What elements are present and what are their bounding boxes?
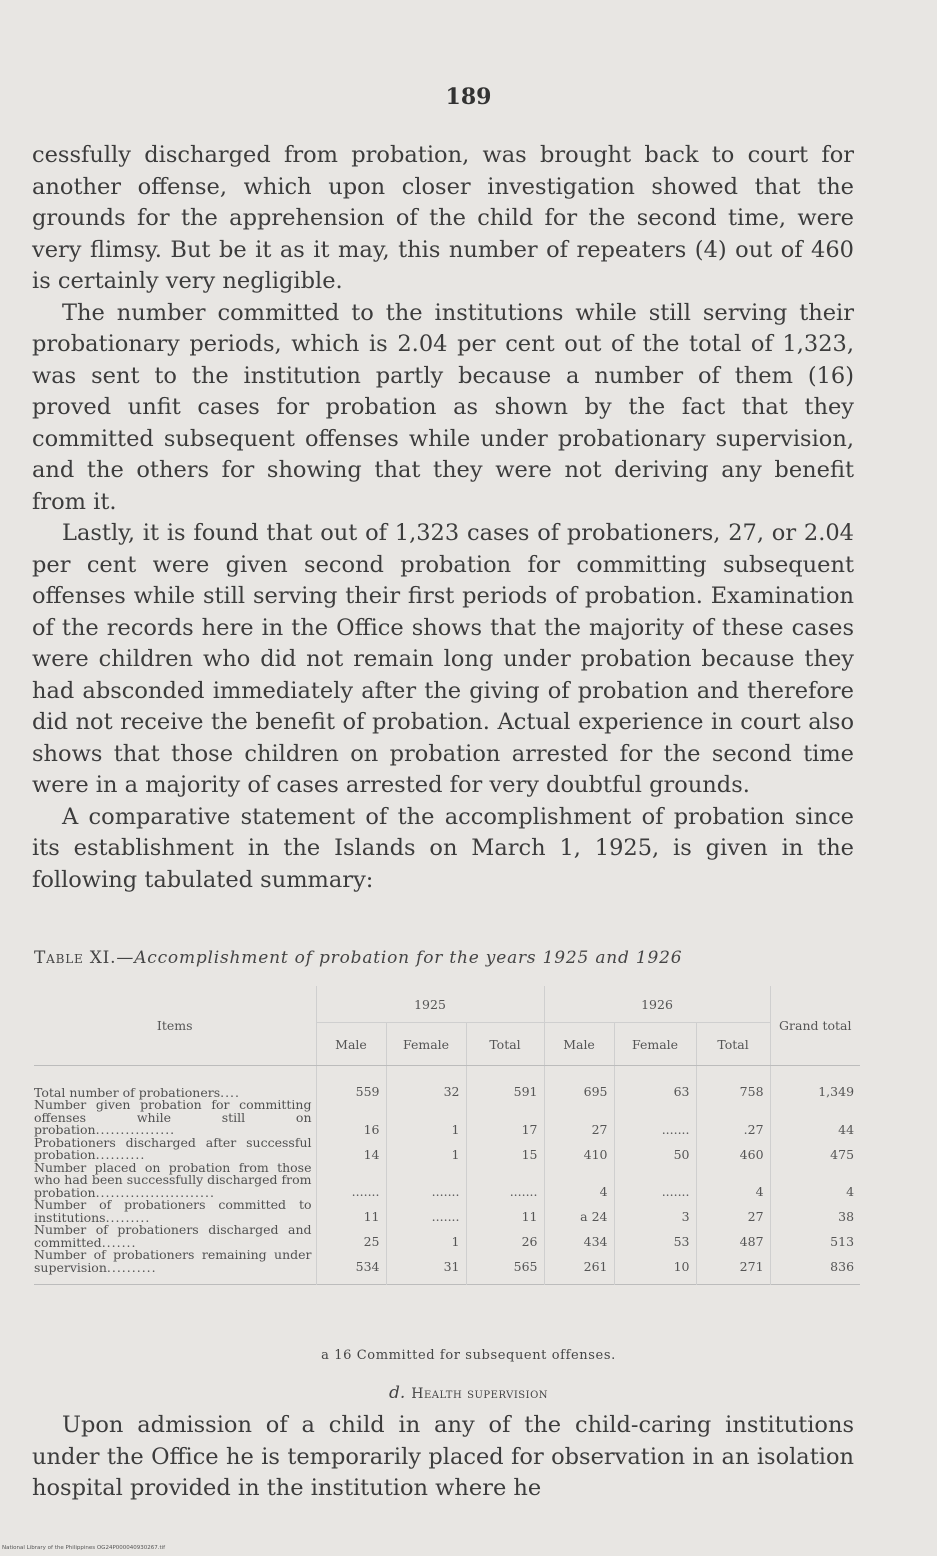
- body-text-bottom: [32, 1410, 854, 1505]
- header-1925-male: Male: [316, 1023, 386, 1066]
- cell-1926-total: 758: [696, 1066, 770, 1100]
- row-label: Total number of probationers....: [34, 1084, 241, 1100]
- header-year-1925: 1925: [316, 986, 544, 1023]
- paragraph-continuation: cessfully discharged from probation, was brought back to court for another offense, which upon closer investigation showed that the grounds for the apprehension of the child for the second time, were very flimsy. But be it as it may, this number of repeaters (4) out of 460 is certainly very negligible.: [32, 142, 854, 294]
- cell-1926-female: .......: [614, 1099, 696, 1137]
- table-header-row-years: [34, 986, 860, 1023]
- cell-1925-total: 26: [466, 1224, 544, 1249]
- header-year-1926: 1926: [544, 986, 770, 1023]
- cell-1925-male: 16: [316, 1099, 386, 1137]
- cell-grand-total: 513: [770, 1224, 860, 1249]
- table-row: [34, 1137, 860, 1162]
- paragraph-comparative-statement: A comparative statement of the accomplishment of probation since its establishment in the Islands on March 1, 1925, is given in the following tabulated summary:: [32, 803, 854, 893]
- cell-grand-total: 836: [770, 1249, 860, 1285]
- cell-grand-total: 475: [770, 1137, 860, 1162]
- cell-grand-total: 1,349: [770, 1066, 860, 1100]
- header-1926-female: Female: [614, 1023, 696, 1066]
- row-label: Probationers discharged after successful probation..........: [34, 1134, 312, 1162]
- cell-1925-total: 11: [466, 1199, 544, 1224]
- cell-1926-male: a 24: [544, 1199, 614, 1224]
- cell-1926-total: 460: [696, 1137, 770, 1162]
- cell-1926-female: 50: [614, 1137, 696, 1162]
- paragraph-second-probation: Lastly, it is found that out of 1,323 cases of probationers, 27, or 2.04 per cent were given second probation for committing subsequent offenses while still serving their first periods of probation. Examination of the records here in the Office shows that the majority of these cases were children who did not remain long under probation because they had absconded immediately after the giving of probation and therefore did not receive the benefit of probation. Actual experience in court also shows that those children on probation arrested for the second time were in a majority of cases arrested for very doubtful grounds.: [32, 520, 854, 798]
- row-label: Number of probationers discharged and committed.......: [34, 1222, 312, 1250]
- table-row: [34, 1162, 860, 1200]
- cell-1926-male: 434: [544, 1224, 614, 1249]
- header-1925-total: Total: [466, 1023, 544, 1066]
- cell-1925-total: 591: [466, 1066, 544, 1100]
- paragraph-committed: The number committed to the institutions while still serving their probationary periods, which is 2.04 per cent out of the total of 1,323, was sent to the institution partly because a number of them (16) proved unfit cases for probation as shown by the fact that they committed subsequent offenses while under probationary supervision, and the others for showing that they were not deriving any benefit from it.: [32, 299, 854, 515]
- table-row: [34, 1199, 860, 1224]
- cell-1925-male: 14: [316, 1137, 386, 1162]
- header-items: Items: [34, 986, 316, 1066]
- cell-grand-total: 44: [770, 1099, 860, 1137]
- table-footnote: a 16 Committed for subsequent offenses.: [321, 1348, 616, 1363]
- body-text-top: [32, 140, 854, 896]
- cell-1926-male: 4: [544, 1162, 614, 1200]
- table-row: [34, 1249, 860, 1285]
- table-row: [34, 1224, 860, 1249]
- cell-1925-female: .......: [386, 1162, 466, 1200]
- page-number: 189: [445, 84, 492, 110]
- cell-1925-total: 565: [466, 1249, 544, 1285]
- probation-table: [34, 986, 860, 1285]
- cell-1925-male: 534: [316, 1249, 386, 1285]
- cell-1926-female: .......: [614, 1162, 696, 1200]
- row-label: Number placed on probation from those who had been successfully discharged from probation........................: [34, 1159, 312, 1200]
- cell-grand-total: 38: [770, 1199, 860, 1224]
- cell-1926-female: 10: [614, 1249, 696, 1285]
- cell-1925-female: 31: [386, 1249, 466, 1285]
- cell-grand-total: 4: [770, 1162, 860, 1200]
- header-1925-female: Female: [386, 1023, 466, 1066]
- cell-1926-total: 4: [696, 1162, 770, 1200]
- cell-1925-female: 32: [386, 1066, 466, 1100]
- cell-1925-male: 559: [316, 1066, 386, 1100]
- cell-1926-total: .27: [696, 1099, 770, 1137]
- cell-1926-male: 410: [544, 1137, 614, 1162]
- row-label: Number of probationers committed to institutions.........: [34, 1197, 312, 1225]
- row-label: Number given probation for committing offenses while still on probation................: [34, 1097, 312, 1137]
- cell-1926-total: 487: [696, 1224, 770, 1249]
- section-heading: [0, 1383, 937, 1403]
- header-1926-total: Total: [696, 1023, 770, 1066]
- cell-1925-male: .......: [316, 1162, 386, 1200]
- cell-1925-male: 11: [316, 1199, 386, 1224]
- cell-1926-female: 3: [614, 1199, 696, 1224]
- cell-1925-total: 17: [466, 1099, 544, 1137]
- cell-1925-total: .......: [466, 1162, 544, 1200]
- table-caption-text: —Accomplishment of probation for the years 1925 and 1926: [116, 948, 683, 968]
- row-label: Number of probationers remaining under supervision..........: [34, 1247, 312, 1275]
- cell-1925-male: 25: [316, 1224, 386, 1249]
- header-grand-total: Grand total: [770, 986, 860, 1066]
- cell-1925-female: 1: [386, 1099, 466, 1137]
- cell-1925-female: 1: [386, 1224, 466, 1249]
- section-letter: d.: [388, 1383, 406, 1403]
- cell-1926-male: 261: [544, 1249, 614, 1285]
- cell-1925-female: .......: [386, 1199, 466, 1224]
- cell-1926-male: 695: [544, 1066, 614, 1100]
- table-caption: [34, 948, 854, 968]
- table-row: [34, 1099, 860, 1137]
- paragraph-health-supervision: Upon admission of a child in any of the child-caring institutions under the Office he is temporarily placed for observation in an isolation hospital provided in the institution where he: [32, 1412, 854, 1501]
- header-1926-male: Male: [544, 1023, 614, 1066]
- cell-1926-male: 27: [544, 1099, 614, 1137]
- section-title: Health supervision: [411, 1386, 549, 1402]
- library-footer: National Library of the Philippines OG24P000040930267.tif: [2, 1545, 166, 1551]
- table-caption-label: Table XI.: [34, 948, 117, 968]
- cell-1926-total: 271: [696, 1249, 770, 1285]
- cell-1926-female: 53: [614, 1224, 696, 1249]
- table-row: [34, 1066, 860, 1100]
- cell-1926-total: 27: [696, 1199, 770, 1224]
- cell-1925-female: 1: [386, 1137, 466, 1162]
- cell-1926-female: 63: [614, 1066, 696, 1100]
- cell-1925-total: 15: [466, 1137, 544, 1162]
